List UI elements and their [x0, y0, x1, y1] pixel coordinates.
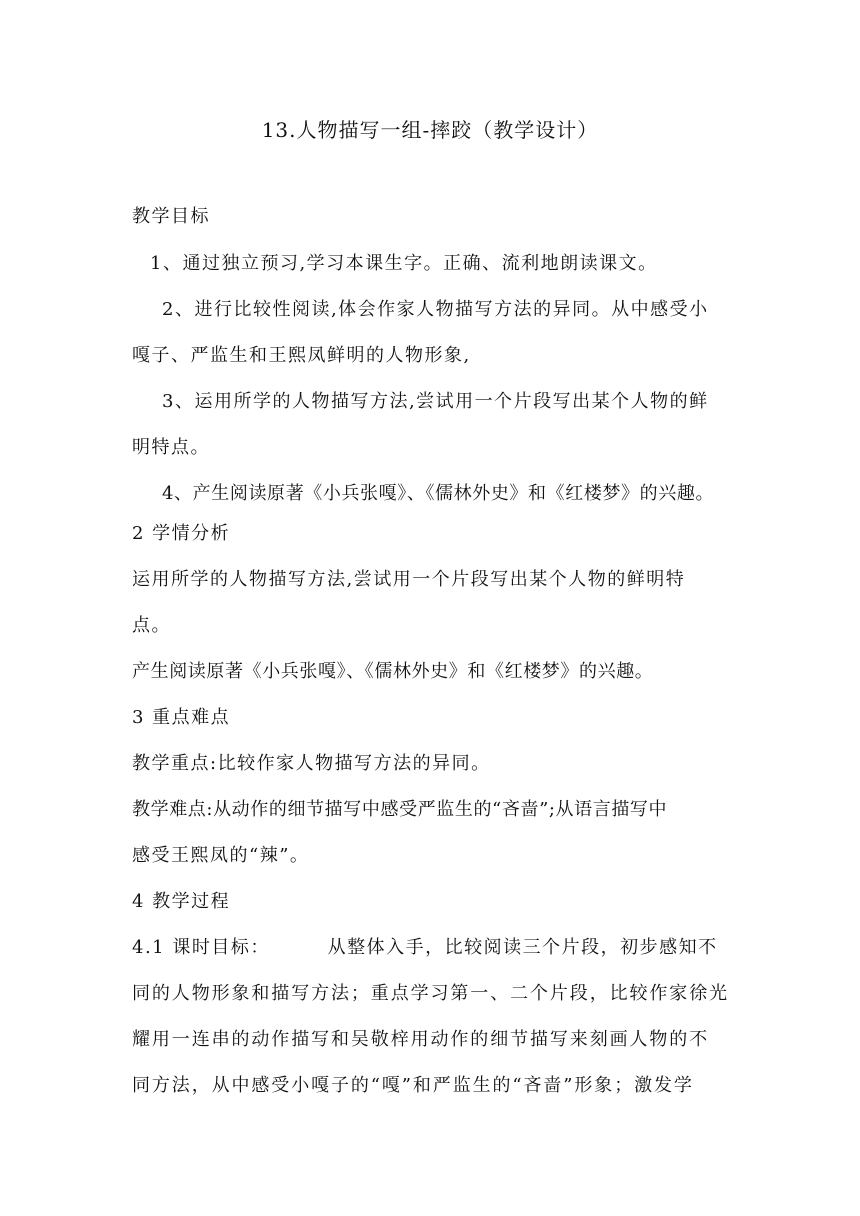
goal-item-2-cont: 嘎子、严监生和王熙凤鲜明的人物形象,	[132, 345, 471, 366]
heading-key-points: 3 重点难点	[132, 707, 231, 728]
process-goal-line-3: 耀用一连串的动作描写和吴敬梓用动作的细节描写来刻画人物的不	[132, 1029, 710, 1050]
process-goal-line-4: 同方法，从中感受小嘎子的“嘎”和严监生的“吝啬”形象；激发学	[132, 1075, 694, 1096]
process-goal-line-1: 4.1 课时目标： 从整体入手，比较阅读三个片段，初步感知不	[132, 937, 718, 958]
goal-item-4: 4、产生阅读原著《小兵张嘎》、《儒林外史》和《红楼梦》的兴趣。	[162, 483, 715, 504]
document-title: 13.人物描写一组-摔跤（教学设计）	[261, 118, 599, 142]
goal-item-1: 1、通过独立预习,学习本课生字。正确、流利地朗读课文。	[150, 253, 658, 274]
difficult-point-line: 教学难点:从动作的细节描写中感受严监生的“吝啬”;从语言描写中	[132, 799, 668, 820]
goal-item-3-cont: 明特点。	[132, 437, 210, 458]
heading-student-analysis: 2 学情分析	[132, 523, 231, 544]
difficult-point-line-cont: 感受王熙凤的“辣”。	[132, 845, 310, 866]
analysis-line-1: 运用所学的人物描写方法,尝试用一个片段写出某个人物的鲜明特	[132, 569, 686, 590]
analysis-line-1-cont: 点。	[132, 615, 171, 636]
heading-teaching-process: 4 教学过程	[132, 891, 231, 912]
goal-item-2: 2、进行比较性阅读,体会作家人物描写方法的异同。从中感受小	[162, 299, 709, 320]
process-goal-line-2: 同的人物形象和描写方法；重点学习第一、二个片段，比较作家徐光	[132, 983, 729, 1004]
analysis-line-2: 产生阅读原著《小兵张嘎》、《儒林外史》和《红楼梦》的兴趣。	[132, 661, 654, 682]
heading-teaching-goals: 教学目标	[132, 206, 210, 227]
goal-item-3: 3、运用所学的人物描写方法,尝试用一个片段写出某个人物的鲜	[162, 391, 709, 412]
key-point-line: 教学重点:比较作家人物描写方法的异同。	[132, 753, 491, 774]
